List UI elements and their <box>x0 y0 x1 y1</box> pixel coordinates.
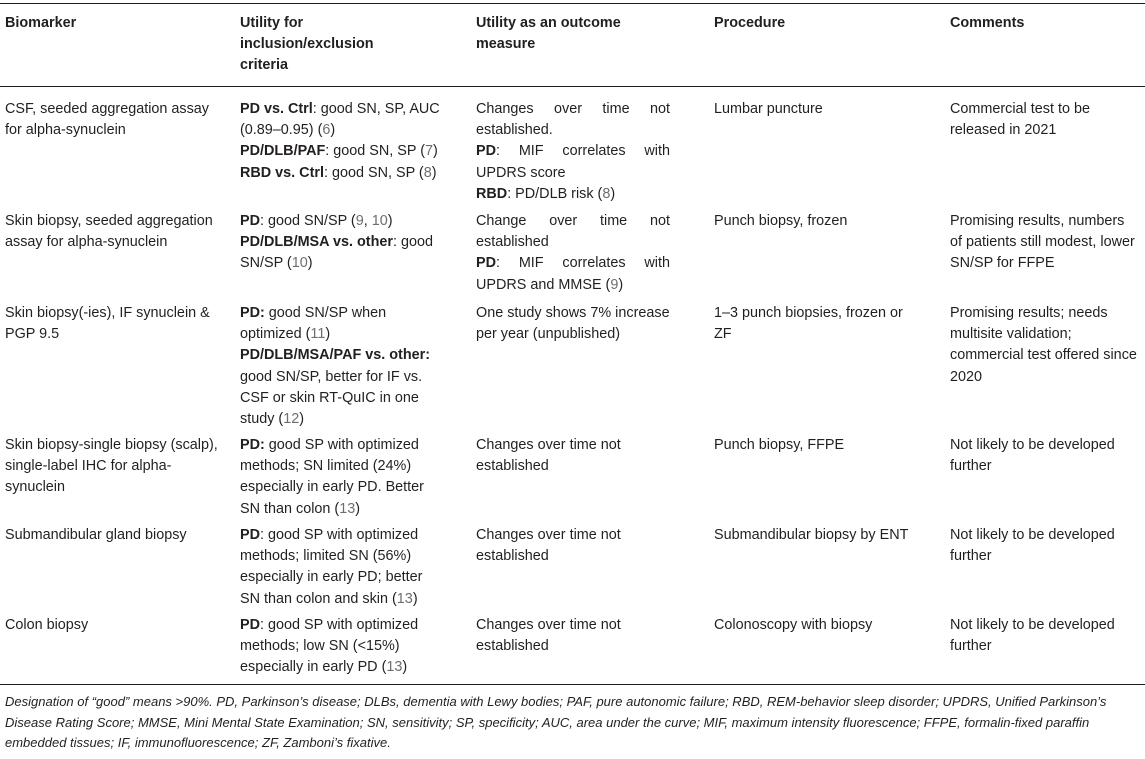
biomarker-cell: Colon biopsy <box>5 617 89 633</box>
inclusion-text: ) <box>431 164 437 181</box>
inclusion-label: PD/DLB/MSA/PAF vs. other: <box>240 347 431 364</box>
inclusion-label: PD <box>240 213 260 229</box>
outcome-cell: Changes over time not established <box>476 527 621 565</box>
outcome-text: : PD/DLB risk ( <box>507 185 603 202</box>
header-procedure: Procedure <box>714 15 786 31</box>
biomarker-cell: CSF, seeded aggregation assay for alpha-synuclein <box>5 101 209 139</box>
biomarker-cell: Skin biopsy(-ies), IF synuclein & PGP 9.5 <box>5 305 210 343</box>
inclusion-text: ) <box>402 659 408 676</box>
outcome-label: PD <box>476 255 496 272</box>
outcome-cell: Changes over time not established <box>476 437 621 475</box>
reference-link[interactable]: 8 <box>423 164 432 181</box>
table-footnote: Designation of “good” means >90%. PD, Parkinson’s disease; DLBs, dementia with Lewy bodies; PAF, pure autonomic failure; RBD, REM-behavior sleep disorder; UPDRS, Unified Parkinson’s Disease Rating Score; MMSE, Mini Mental State Examination; SN, sensitivity; SP, specificity; AUC, area under the curve; MIF, maximum intensity fluorescence; FFPE, formalin-fixed paraffin embedded tissues; IF, immunofluorescence; ZF, Zamboni’s fixative. <box>5 694 1107 750</box>
header-comments: Comments <box>950 15 1025 31</box>
inclusion-text: ) <box>307 255 313 272</box>
inclusion-text: ) <box>299 411 304 428</box>
inclusion-text: : good SN, SP ( <box>323 164 424 181</box>
comments-cell: Not likely to be developed further <box>950 527 1115 565</box>
inclusion-label: PD vs. Ctrl <box>240 101 313 117</box>
comments-cell: Not likely to be developed further <box>950 617 1115 655</box>
procedure-cell: 1–3 punch biopsies, frozen or ZF <box>714 305 903 343</box>
reference-link[interactable]: 7 <box>425 143 434 160</box>
biomarker-cell: Submandibular gland biopsy <box>5 527 187 543</box>
reference-link[interactable]: 10 <box>291 255 308 272</box>
reference-link[interactable]: 10 <box>371 213 388 229</box>
outcome-text: : MIF correlates with UPDRS and MMSE ( <box>476 255 670 293</box>
inclusion-text: : good SN/SP ( <box>260 213 356 229</box>
reference-link[interactable]: 12 <box>283 411 300 428</box>
comments-cell: Promising results, numbers of patients still modest, lower SN/SP for FFPE <box>950 213 1135 272</box>
outcome-text: ) <box>610 185 616 202</box>
outcome-cell <box>476 99 670 205</box>
inclusion-cell <box>240 435 440 520</box>
inclusion-text: ) <box>355 500 361 517</box>
inclusion-text: : good SN, SP ( <box>325 143 426 160</box>
header-inclusion: Utility for inclusion/exclusion criteria <box>240 15 374 73</box>
procedure-cell: Lumbar puncture <box>714 101 823 117</box>
inclusion-cell <box>240 615 440 679</box>
inclusion-text: good SN/SP when optimized ( <box>240 305 387 343</box>
inclusion-text: ) <box>433 143 438 160</box>
outcome-cell <box>476 211 670 296</box>
reference-link[interactable]: 6 <box>322 122 331 139</box>
inclusion-text: : good SN/SP ( <box>240 234 434 272</box>
inclusion-label: RBD vs. Ctrl <box>240 164 324 181</box>
outcome-label: RBD <box>476 185 508 202</box>
inclusion-text: , <box>363 213 372 229</box>
inclusion-label: PD <box>240 527 260 543</box>
table-bottom-rule <box>0 684 1145 685</box>
comments-cell: Promising results; needs multisite validation; commercial test offered since 2020 <box>950 305 1137 385</box>
inclusion-text: : good SP with optimized methods; limited SN (56%) especially in early PD; better SN than colon and skin ( <box>240 527 423 607</box>
outcome-text: Changes over time not established. <box>476 101 670 139</box>
comments-cell: Commercial test to be released in 2021 <box>950 101 1090 139</box>
reference-link[interactable]: 9 <box>610 276 619 293</box>
inclusion-cell <box>240 525 440 610</box>
header-rule <box>0 86 1145 87</box>
outcome-cell: One study shows 7% increase per year (unpublished) <box>476 305 670 343</box>
outcome-label: PD <box>476 143 496 160</box>
reference-link[interactable]: 11 <box>310 326 326 343</box>
inclusion-label: PD/DLB/PAF <box>240 143 326 160</box>
reference-link[interactable]: 8 <box>602 185 611 202</box>
procedure-cell: Submandibular biopsy by ENT <box>714 527 909 543</box>
outcome-text: Change over time not established <box>476 213 670 251</box>
inclusion-label: PD <box>240 617 260 633</box>
inclusion-label: PD: <box>240 437 265 453</box>
inclusion-label: PD/DLB/MSA vs. other <box>240 234 393 251</box>
inclusion-text: good SP with optimized methods; SN limited (24%) especially in early PD. Better SN than colon ( <box>240 437 424 517</box>
inclusion-text: ) <box>387 213 393 229</box>
comments-cell: Not likely to be developed further <box>950 437 1115 475</box>
inclusion-label: PD: <box>240 305 265 321</box>
procedure-cell: Colonoscopy with biopsy <box>714 617 873 633</box>
reference-link[interactable]: 9 <box>355 213 364 229</box>
outcome-text: : MIF correlates with UPDRS score <box>476 143 670 181</box>
inclusion-text: ) <box>412 590 418 607</box>
inclusion-text: ) <box>330 122 336 139</box>
inclusion-cell <box>240 211 440 275</box>
reference-link[interactable]: 13 <box>339 500 356 517</box>
procedure-cell: Punch biopsy, FFPE <box>714 437 845 453</box>
header-outcome: Utility as an outcome measure <box>476 15 621 52</box>
inclusion-text: good SN/SP, better for IF vs. CSF or skin RT-QuIC in one study ( <box>240 368 423 428</box>
inclusion-cell <box>240 303 440 430</box>
outcome-text: ) <box>618 276 624 293</box>
header-biomarker: Biomarker <box>5 15 77 31</box>
table-top-rule <box>0 3 1145 4</box>
inclusion-text: : good SN, SP, AUC (0.89–0.95) ( <box>240 101 440 139</box>
biomarker-cell: Skin biopsy, seeded aggregation assay for alpha-synuclein <box>5 213 213 251</box>
outcome-cell: Changes over time not established <box>476 617 621 655</box>
inclusion-text: ) <box>325 326 331 343</box>
inclusion-text: : good SP with optimized methods; low SN (<15%) especially in early PD ( <box>240 617 419 676</box>
reference-link[interactable]: 13 <box>396 590 413 607</box>
procedure-cell: Punch biopsy, frozen <box>714 213 848 229</box>
reference-link[interactable]: 13 <box>386 659 403 676</box>
inclusion-cell <box>240 99 440 184</box>
biomarker-cell: Skin biopsy-single biopsy (scalp), single-label IHC for alpha-synuclein <box>5 437 218 496</box>
